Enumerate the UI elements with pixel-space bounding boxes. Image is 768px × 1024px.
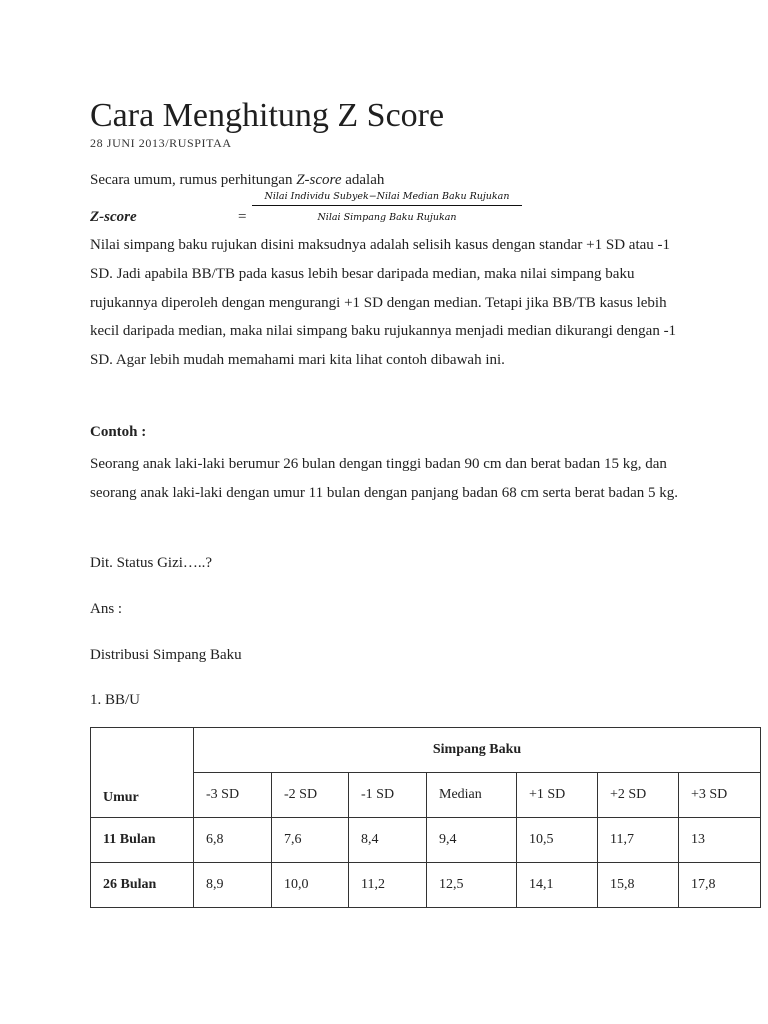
table-cell: 15,8 (598, 863, 679, 908)
fraction-denominator: Nilai Simpang Baku Rujukan (317, 212, 457, 223)
column-header: Median (427, 773, 517, 818)
explanation-paragraph: Nilai simpang baku rujukan disini maksudnya adalah selisih kasus dengan standar +1 SD atau -1 SD. Jadi apabila BB/TB pada kasus lebih besar daripada median, maka nilai simpang baku rujukannya diperoleh dengan mengurangi +1 SD dengan median. Tetapi jika BB/TB kasus lebih kecil daripada median, maka nilai simpang baku rujukannya menjadi median dikurangi dengan -1 SD. Agar lebih mudah memahami mari kita lihat contoh dibawah ini. (90, 237, 677, 369)
umur-header: Umur (91, 728, 194, 818)
table-cell: 14,1 (517, 863, 598, 908)
zscore-label: Z-score (90, 209, 137, 225)
column-header: +2 SD (598, 773, 679, 818)
example-heading: Contoh : (90, 424, 147, 440)
intro-after: adalah (341, 172, 385, 188)
table-cell: 10,5 (517, 818, 598, 863)
intro-before: Secara umum, rumus perhitungan (90, 172, 297, 188)
intro-text (90, 172, 384, 189)
subheading-bbu: 1. BB/U (90, 692, 141, 708)
table-cell: 13 (679, 818, 761, 863)
table-cell: 10,0 (272, 863, 349, 908)
table-cell: 11,2 (349, 863, 427, 908)
column-header: +1 SD (517, 773, 598, 818)
example-paragraph: Seorang anak laki-laki berumur 26 bulan dengan tinggi badan 90 cm dan berat badan 15 kg, dan seorang anak laki-laki dengan umur 11 bulan dengan panjang badan 68 cm serta berat badan 5 kg. (90, 456, 678, 501)
row-label: 26 Bulan (91, 863, 194, 908)
zscore-fraction (252, 191, 522, 223)
table-cell: 8,9 (194, 863, 272, 908)
question-line: Dit. Status Gizi…..? (90, 555, 213, 571)
simpang-baku-header: Simpang Baku (194, 728, 761, 773)
column-header: -2 SD (272, 773, 349, 818)
row-label: 11 Bulan (91, 818, 194, 863)
table-row (91, 818, 761, 863)
post-byline: 28 JUNI 2013/RUSPITAA (90, 136, 232, 150)
table-cell: 12,5 (427, 863, 517, 908)
table-cell: 7,6 (272, 818, 349, 863)
table-cell: 9,4 (427, 818, 517, 863)
table-row (91, 863, 761, 908)
column-header: +3 SD (679, 773, 761, 818)
column-header: -1 SD (349, 773, 427, 818)
answer-line: Ans : (90, 601, 123, 617)
sd-table (90, 727, 761, 908)
column-header: -3 SD (194, 773, 272, 818)
page-title: Cara Menghitung Z Score (90, 97, 445, 134)
distribution-line: Distribusi Simpang Baku (90, 647, 242, 663)
intro-term: Z-score (296, 172, 342, 188)
equals-sign: = (238, 209, 247, 225)
table-cell: 17,8 (679, 863, 761, 908)
table-cell: 6,8 (194, 818, 272, 863)
table-header-row (91, 728, 761, 773)
table-cell: 11,7 (598, 818, 679, 863)
table-cell: 8,4 (349, 818, 427, 863)
fraction-numerator: Nilai Individu Subyek−Nilai Median Baku Rujukan (252, 191, 522, 206)
